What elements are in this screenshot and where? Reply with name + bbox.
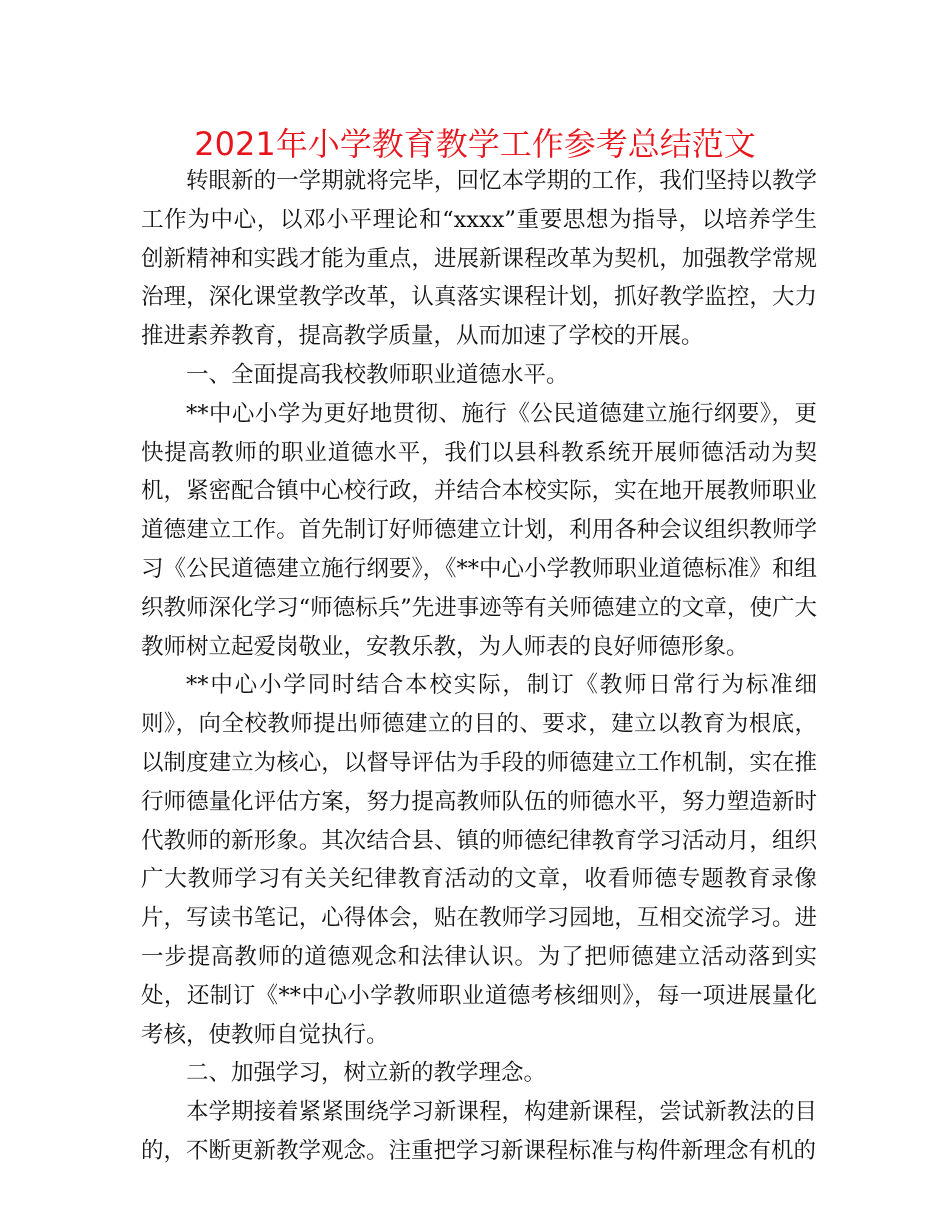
section-heading-1: 一、全面提高我校教师职业道德水平。 bbox=[186, 361, 569, 388]
document-body bbox=[141, 162, 817, 1171]
paragraph-intro: 转眼新的一学期就将完毕，回忆本学期的工作，我们坚持以教学工作为中心，以邓小平理论和“xxxx”重要思想为指导，以培养学生创新精神和实践才能为重点，进展新课程改革为契机，加强教学常规治理，深化课堂教学改革，认真落实课程计划，抓好教学监控，大力推进素养教育，提高教学质量，从而加速了学校的开展。 bbox=[141, 168, 817, 350]
section-heading-2: 二、加强学习，树立新的教学理念。 bbox=[186, 1060, 547, 1087]
document-title: 2021年小学教育教学工作参考总结范文 bbox=[194, 125, 756, 163]
paragraph-ethics-2: **中心小学同时结合本校实际，制订《教师日常行为标准细则》，向全校教师提出师德建立的目的、要求，建立以教育为根底，以制度建立为核心，以督导评估为手段的师德建立工作机制，实在推行师德量化评估方案，努力提高教师队伍的师德水平，努力塑造新时代教师的新形象。其次结合县、镇的师德纪律教育学习活动月，组织广大教师学习有关关纪律教育活动的文章，收看师德专题教育录像片，写读书笔记，心得体会，贴在教师学习园地，互相交流学习。进一步提高教师的道德观念和法律认识。为了把师德建立活动落到实处，还制订《**中心小学教师职业道德考核细则》，每一项进展量化考核，使教师自觉执行。 bbox=[141, 672, 817, 1048]
paragraph-ethics-1: **中心小学为更好地贯彻、施行《公民道德建立施行纲要》，更快提高教师的职业道德水平，我们以县科教系统开展师德活动为契机，紧密配合镇中心校行政，并结合本校实际，实在地开展教师职业道德建立工作。首先制订好师德建立计划，利用各种会议组织教师学习《公民道德建立施行纲要》，《**中心小学教师职业道德标准》和组织教师深化学习“师德标兵”先进事迹等有关师德建立的文章，使广大教师树立起爱岗敬业，安教乐教，为人师表的良好师德形象。 bbox=[141, 400, 817, 660]
paragraph-learning: 本学期接着紧紧围绕学习新课程，构建新课程，尝试新教法的目的，不断更新教学观念。注重把学习新课程标准与构件新理念有机的 bbox=[141, 1099, 817, 1164]
